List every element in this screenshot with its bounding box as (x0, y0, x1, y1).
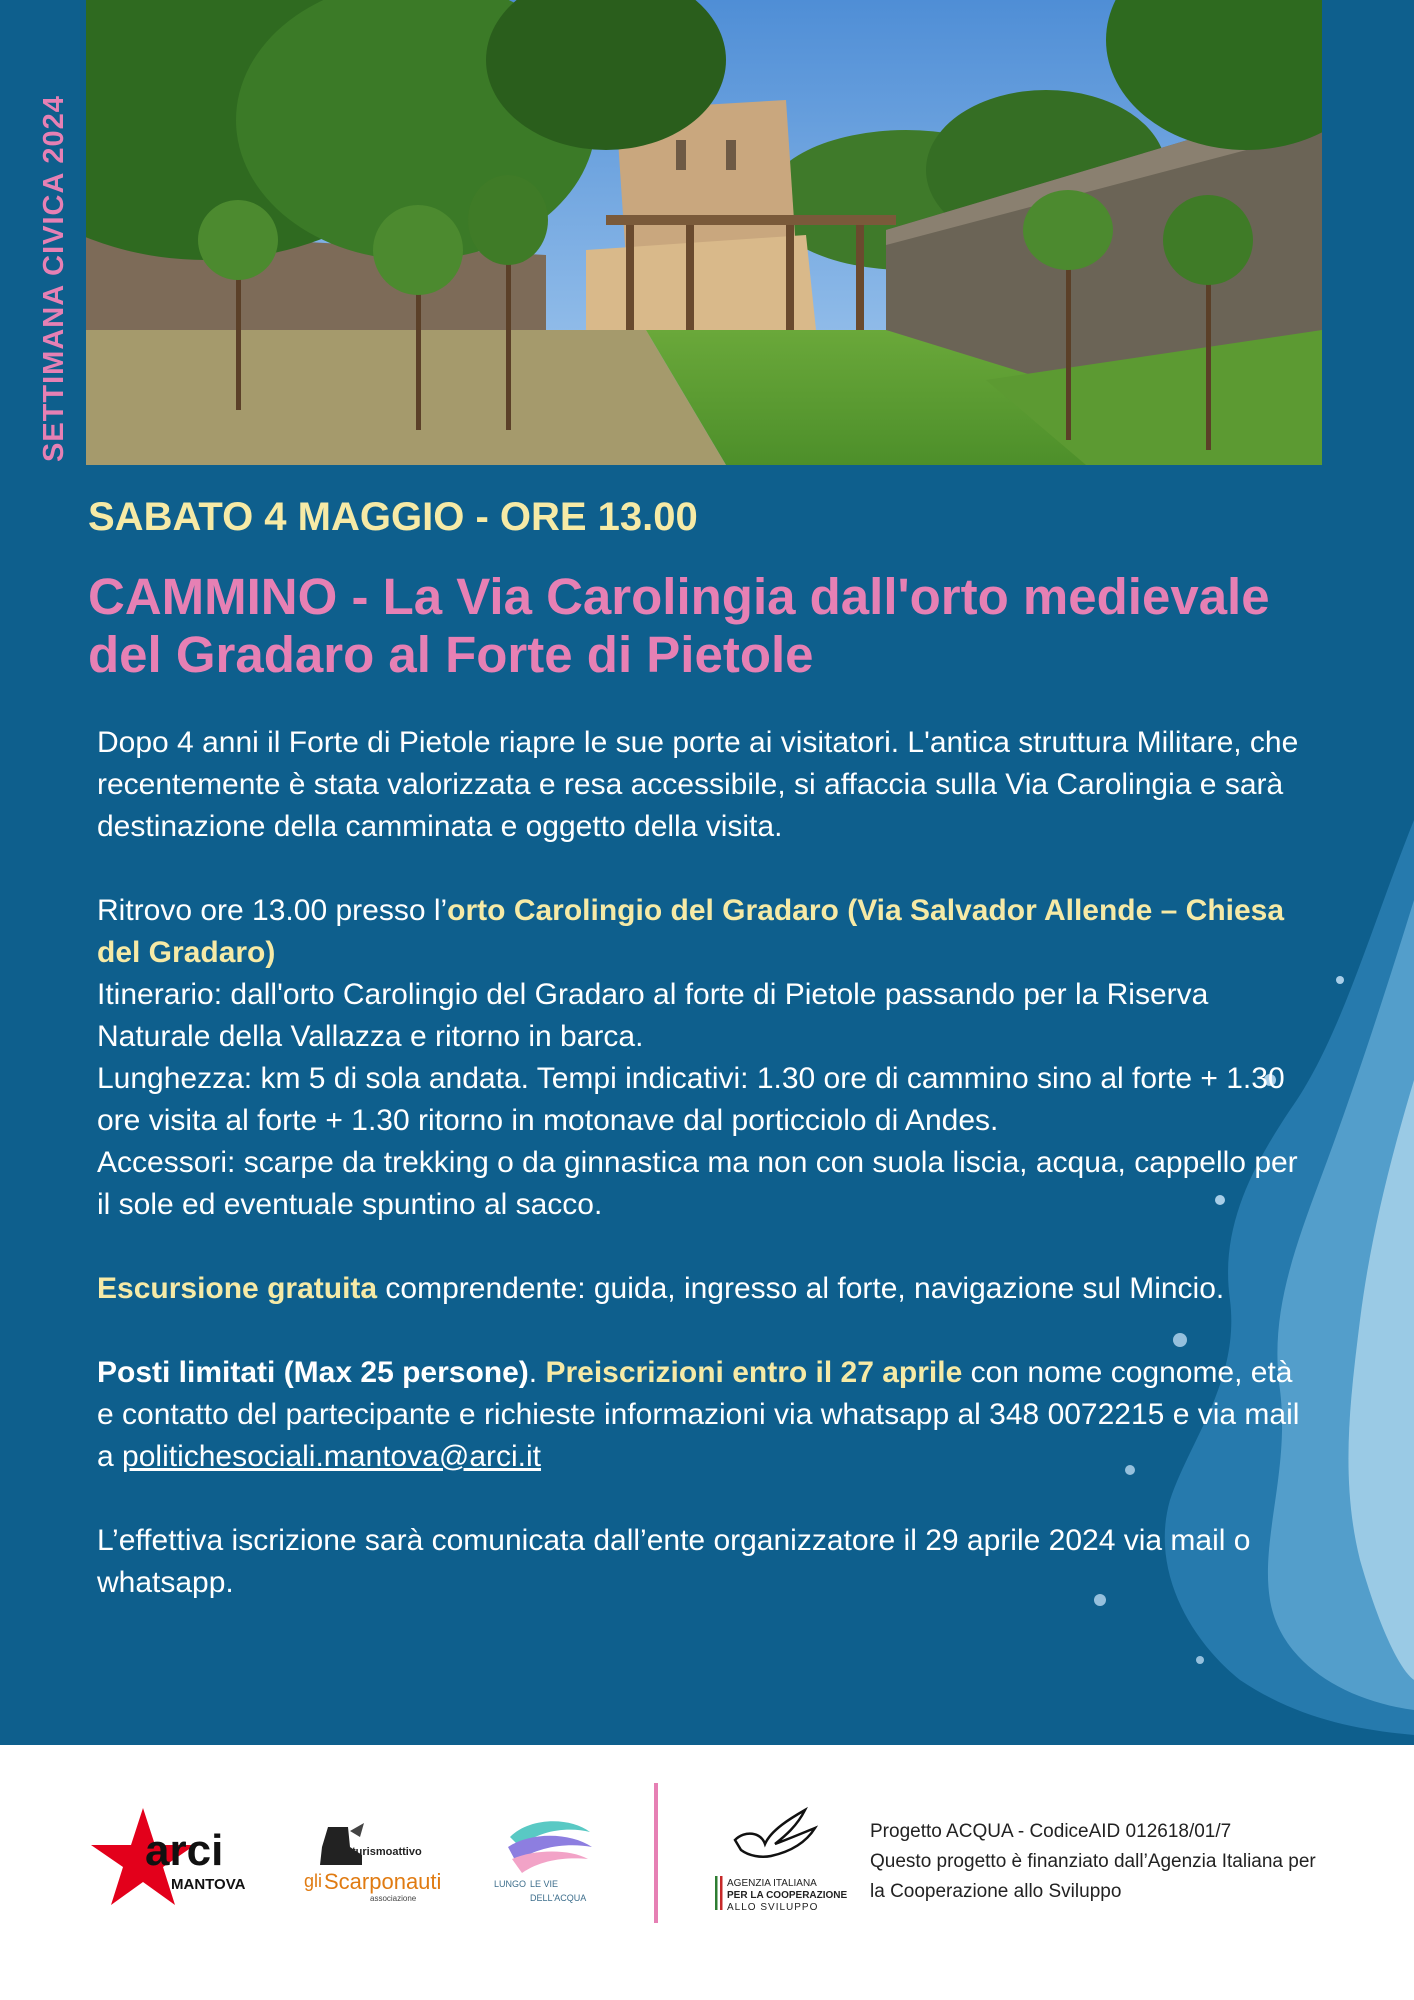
lungo-line3: DELL'ACQUA (530, 1893, 587, 1903)
details-paragraph (97, 890, 1317, 1226)
lungo-line1: LUNGO (494, 1879, 527, 1889)
event-series-label: SETTIMANA CIVICA 2024 (38, 95, 70, 462)
lungo-le-vie-dellacqua-logo (490, 1807, 610, 1917)
event-description (97, 722, 1317, 1646)
meeting-place: orto Carolingio del Gradaro (Via Salvador Allende – Chiesa del Gradaro) (97, 894, 1285, 969)
scarponauti-tagline: turismoattivo (352, 1846, 422, 1858)
contact-email-link[interactable]: politichesociali.mantova@arci.it (122, 1440, 541, 1473)
arci-mantova-logo (85, 1803, 255, 1923)
preregistration-deadline: Preiscrizioni entro il 27 aprile (545, 1356, 963, 1389)
excursion-paragraph (97, 1268, 1317, 1310)
scarponauti-logo (300, 1817, 460, 1917)
project-code: Progetto ACQUA - CodiceAID 012618/01/7 (870, 1821, 1232, 1842)
project-funding: Questo progetto è finanziato dall’Agenzia Italiana per la Cooperazione allo Sviluppo (870, 1851, 1316, 1902)
aics-line1: AGENZIA ITALIANA (727, 1878, 817, 1889)
confirmation-paragraph: L’effettiva iscrizione sarà comunicata dall’ente organizzatore il 29 aprile 2024 via mail o whatsapp. (97, 1524, 1251, 1599)
scarponauti-gli: gli (304, 1871, 323, 1891)
registration-separator: . (528, 1356, 546, 1389)
accessories-text: Accessori: scarpe da trekking o da ginnastica ma non con suola liscia, acqua, cappello per il sole ed eventuale spuntino al sacco. (97, 1146, 1298, 1221)
sponsor-footer (0, 1745, 1414, 2000)
scarponauti-association: associazione (370, 1894, 417, 1903)
arci-logo-subtext: MANTOVA (171, 1876, 246, 1893)
footer-divider (654, 1783, 658, 1923)
scarponauti-name: Scarponauti (324, 1869, 442, 1894)
aics-line2: PER LA COOPERAZIONE (727, 1890, 848, 1901)
excursion-includes: comprendente: guida, ingresso al forte, navigazione sul Mincio. (377, 1272, 1225, 1305)
project-funding-note (870, 1817, 1330, 1907)
event-date-time: SABATO 4 MAGGIO - ORE 13.00 (88, 495, 698, 539)
registration-paragraph (97, 1352, 1317, 1478)
excursion-free-label: Escursione gratuita (97, 1272, 378, 1305)
arci-logo-text: arci (145, 1826, 224, 1875)
lungo-line2: LE VIE (530, 1879, 559, 1889)
itinerary-text: Itinerario: dall'orto Carolingio del Gradaro al forte di Pietole passando per la Riserva Naturale della Vallazza e ritorno in barca. (97, 978, 1209, 1053)
meeting-prefix: Ritrovo ore 13.00 presso l’ (97, 894, 448, 927)
limited-places: Posti limitati (Max 25 persone) (97, 1356, 529, 1389)
length-text: Lunghezza: km 5 di sola andata. Tempi indicativi: 1.30 ore di cammino sino al forte + 1.30 ore visita al forte + 1.30 ritorno in motonave dal porticciolo di Andes. (97, 1062, 1285, 1137)
aics-line3: ALLO SVILUPPO (727, 1902, 819, 1913)
intro-paragraph: Dopo 4 anni il Forte di Pietole riapre le sue porte ai visitatori. L'antica struttura Militare, che recentemente è stata valorizzata e resa accessibile, si affaccia sulla Via Carolingia e sarà destinazione della camminata e oggetto della visita. (97, 726, 1299, 843)
aics-logo (705, 1800, 865, 1930)
garden-photo (86, 0, 1322, 465)
event-title: CAMMINO - La Via Carolingia dall'orto medievale del Gradaro al Forte di Pietole (88, 568, 1270, 683)
registration-details: con nome cognome, età e contatto del partecipante e richieste informazioni via whatsapp al 348 0072215 e via mail a (97, 1356, 1300, 1473)
